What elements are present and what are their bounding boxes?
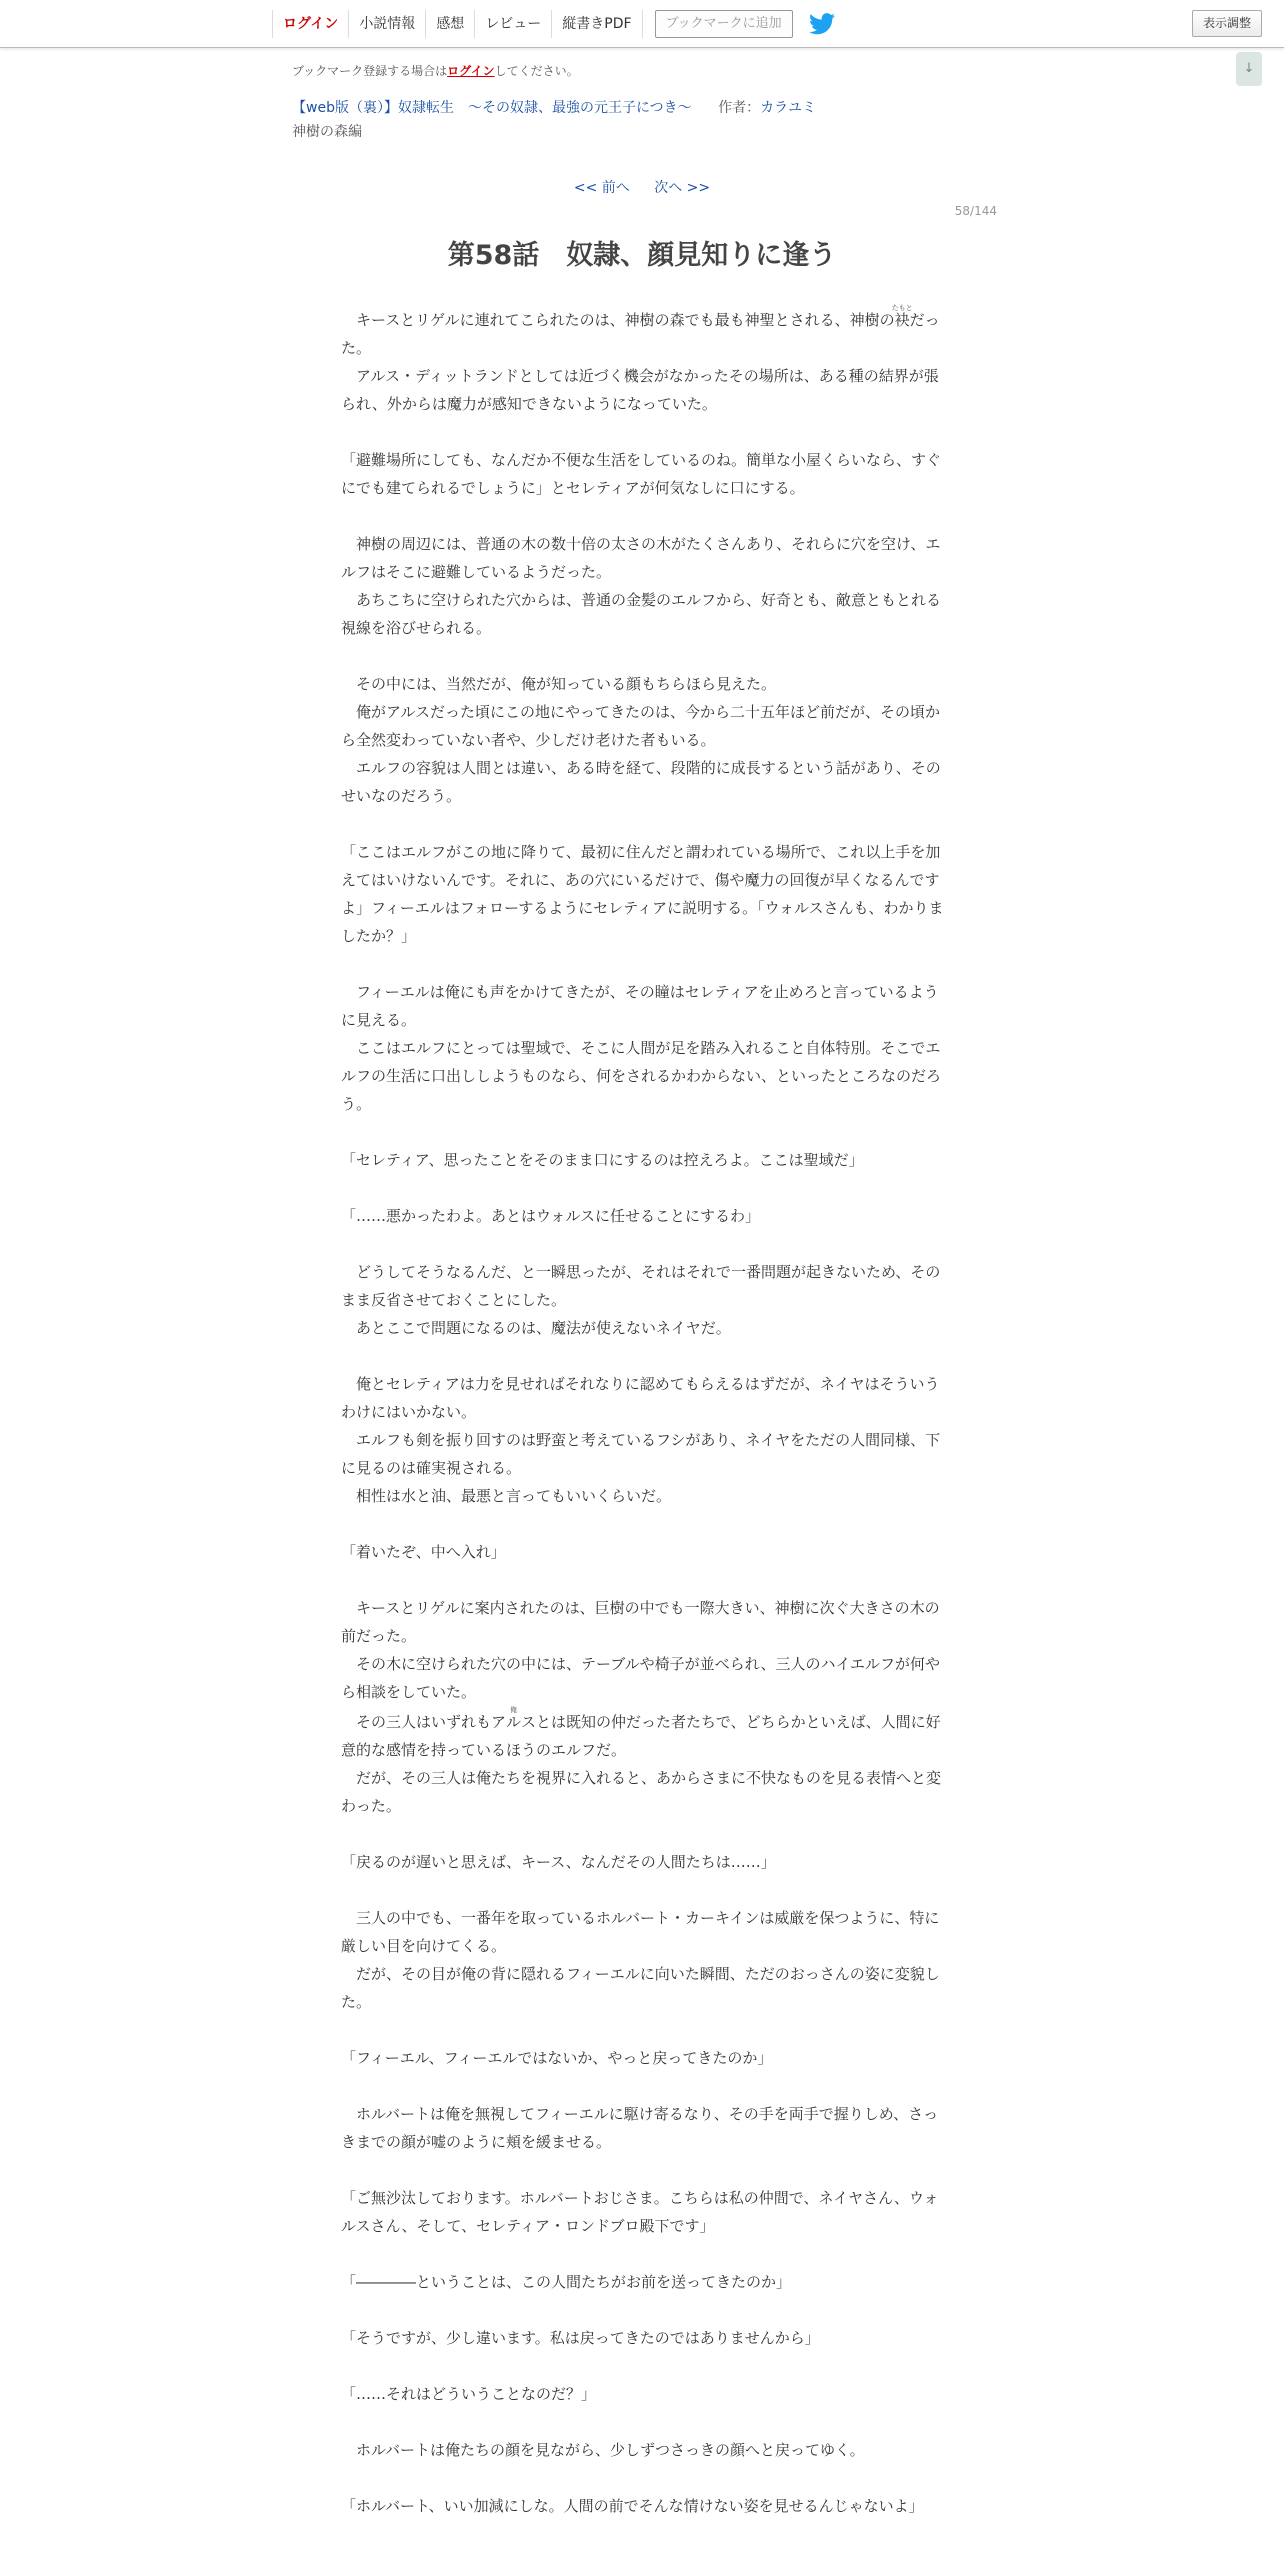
nav-novel-info[interactable]: 小説情報 <box>348 10 425 38</box>
body-line: 「ここはエルフがこの地に降りて、最初に住んだと謂われている場所で、これ以上手を加えてはいけないんです。それに、あの穴にいるだけで、傷や魔力の回復が早くなるんですよ」フィーエルはフォローするようにセレティアに説明する。「ウォルスさんも、わかりましたか？」 <box>341 843 944 945</box>
body-line <box>341 642 945 670</box>
display-settings-button[interactable]: 表示調整 <box>1192 10 1262 37</box>
body-line: 神樹の周辺には、普通の木の数十倍の太さの木がたくさんあり、それらに穴を空け、エルフはそこに避難しているようだった。 <box>341 535 941 581</box>
body-line: 「戻るのが遅いと思えば、キース、なんだその人間たちは……」 <box>341 1853 776 1871</box>
add-bookmark-button[interactable]: ブックマークに追加 <box>655 10 793 38</box>
body-line: だが、その目が俺の背に隠れるフィーエルに向いた瞬間、ただのおっさんの姿に変貌した。 <box>341 1965 940 2011</box>
header-nav <box>272 0 835 47</box>
bookmark-note-after: してください。 <box>494 64 579 78</box>
twitter-icon[interactable] <box>809 13 835 35</box>
body-line <box>341 2296 945 2324</box>
bookmark-note-before: ブックマーク登録する場合は <box>292 64 448 78</box>
scroll-down-button[interactable]: ↓ <box>1236 52 1262 86</box>
series-title-link[interactable]: 【web版（裏）】奴隷転生 ～その奴隷、最強の元王子につき～ <box>292 100 692 116</box>
body-line: 「ご無沙汰しております。ホルバートおじさま。こちらは私の仲間で、ネイヤさん、ウォルスさん、そして、セレティア・ロンドブロ殿下です」 <box>341 2189 939 2235</box>
ruby-text <box>891 304 913 329</box>
body-line <box>341 1174 945 1202</box>
ruby-text <box>506 1706 522 1731</box>
body-line: その木に空けられた穴の中には、テーブルや椅子が並べられ、三人のハイエルフが何やら相談をしていた。 <box>341 1655 940 1701</box>
body-line: エルフも剣を振り回すのは野蛮と考えているフシがあり、ネイヤをただの人間同様、下に見るのは確実視される。 <box>341 1431 941 1477</box>
author-link[interactable]: カラユミ <box>760 100 817 116</box>
body-text: キースとリゲルに連れてこられたのは、神樹の森でも最も神聖とされる、神樹の <box>341 311 895 329</box>
nav-login[interactable]: ログイン <box>272 10 348 38</box>
body-line: 「着いたぞ、中へ入れ」 <box>341 1543 506 1561</box>
body-line: あちこちに空けられた穴からは、普通の金髪のエルフから、好奇とも、敵意ともとれる視線を浴びせられる。 <box>341 591 942 637</box>
body-line <box>341 2408 945 2436</box>
body-line <box>341 1876 945 1904</box>
body-line: その中には、当然だが、俺が知っている顔もちらほら見えた。 <box>341 675 777 693</box>
next-page-link[interactable]: 次へ >> <box>654 180 711 196</box>
body-line: だが、その三人は俺たちを視界に入れると、あからさまに不快なものを見る表情へと変わった。 <box>341 1769 942 1815</box>
prev-page-link[interactable]: << 前へ <box>573 180 630 196</box>
body-line: 「避難場所にしても、なんだか不便な生活をしているのね。簡単な小屋くらいなら、すぐにでも建てられるでしょうに」とセレティアが何気なしに口にする。 <box>341 451 942 497</box>
ruby-annotation: たもと <box>891 304 913 312</box>
body-line: ホルバートは俺たちの顔を見ながら、少しずつさっきの顔へと戻ってゆく。 <box>341 2441 865 2459</box>
body-line <box>341 2156 945 2184</box>
novel-body <box>341 304 945 2520</box>
body-line <box>341 1510 945 1538</box>
body-line: 「――――ということは、この人間たちがお前を送ってきたのか」 <box>341 2273 792 2291</box>
body-line <box>341 2240 945 2268</box>
body-line <box>341 1118 945 1146</box>
page-count: 58/144 <box>954 204 997 218</box>
body-line: 俺がアルスだった頃にこの地にやってきたのは、今から二十五年ほど前だが、その頃から全然変わっていない者や、少しだけ老けた者もいる。 <box>341 703 940 749</box>
body-line <box>341 1566 945 1594</box>
body-line <box>341 810 945 838</box>
body-line <box>341 2464 945 2492</box>
nav-review[interactable]: レビュー <box>474 10 551 38</box>
body-line: キースとリゲルに案内されたのは、巨樹の中でも一際大きい、神樹に次ぐ大きさの木の前だった。 <box>341 1599 940 1645</box>
body-line: ここはエルフにとっては聖域で、そこに人間が足を踏み入れること自体特別。そこでエルフの生活に口出ししようものなら、何をされるかわからない、といったところなのだろう。 <box>341 1039 942 1113</box>
bookmark-note-login-link[interactable]: ログイン <box>447 64 495 78</box>
body-line: エルフの容貌は人間とは違い、ある時を経て、段階的に成長するという話があり、そのせいなのだろう。 <box>341 759 941 805</box>
body-line: 「セレティア、思ったことをそのまま口にするのは控えろよ。ここは聖域だ」 <box>341 1151 864 1169</box>
chapter-title: 神樹の森編 <box>292 124 362 140</box>
bookmark-login-note <box>292 62 579 79</box>
body-line: 「……悪かったわよ。あとはウォルスに任せることにするわ」 <box>341 1207 760 1225</box>
episode-title: 第58話 奴隷、顔見知りに逢う <box>447 240 837 271</box>
pager <box>0 177 1284 197</box>
body-line <box>341 1342 945 1370</box>
body-line: 「ホルバート、いい加減にしな。人間の前でそんな情けない姿を見せるんじゃないよ」 <box>341 2497 924 2515</box>
body-line <box>341 1706 945 1764</box>
nav-impressions[interactable]: 感想 <box>425 10 474 38</box>
nav-vertical-pdf[interactable]: 縦書きPDF <box>551 10 642 38</box>
body-line <box>341 2352 945 2380</box>
body-line: 「そうですが、少し違います。私は戻ってきたのではありませんから」 <box>341 2329 820 2347</box>
novel-header <box>292 97 816 117</box>
body-line <box>341 2072 945 2100</box>
body-text: その三人はいずれもア <box>341 1713 507 1731</box>
body-line <box>341 1230 945 1258</box>
global-header <box>0 0 1284 48</box>
body-line: アルス・ディットランドとしては近づく機会がなかったその場所は、ある種の結界が張られ、外からは魔力が感知できないようになっていた。 <box>341 367 939 413</box>
body-line: フィーエルは俺にも声をかけてきたが、その瞳はセレティアを止めろと言っているように見える。 <box>341 983 939 1029</box>
author-label: 作者： <box>718 100 761 116</box>
body-line <box>341 2016 945 2044</box>
body-text: スとは既知の仲だった者たちで、どちらかといえば、人間に好意的な感情を持っているほうのエルフだ。 <box>341 1713 941 1759</box>
body-line: ホルバートは俺を無視してフィーエルに駆け寄るなり、その手を両手で握りしめ、さっきまでの顔が嘘のように頬を緩ませる。 <box>341 2105 939 2151</box>
body-line <box>341 418 945 446</box>
body-line: 三人の中でも、一番年を取っているホルバート・カーキインは威厳を保つように、特に厳しい目を向けてくる。 <box>341 1909 940 1955</box>
ruby-base: 袂 <box>891 311 913 329</box>
body-line <box>341 1820 945 1848</box>
body-line <box>341 304 945 362</box>
body-text: だった。 <box>341 311 940 357</box>
body-line: 相性は水と油、最悪と言ってもいいくらいだ。 <box>341 1487 672 1505</box>
body-line <box>341 502 945 530</box>
ruby-annotation: 俺 <box>506 1706 522 1714</box>
body-line: 「フィーエル、フィーエルではないか、やっと戻ってきたのか」 <box>341 2049 773 2067</box>
ruby-base: ル <box>506 1713 522 1731</box>
body-line: 俺とセレティアは力を見せればそれなりに認めてもらえるはずだが、ネイヤはそういうわけにはいかない。 <box>341 1375 940 1421</box>
body-line: あとここで問題になるのは、魔法が使えないネイヤだ。 <box>341 1319 731 1337</box>
body-line: 「……それはどういうことなのだ？」 <box>341 2385 597 2403</box>
body-line <box>341 950 945 978</box>
body-line: どうしてそうなるんだ、と一瞬思ったが、それはそれで一番問題が起きないため、そのまま反省させておくことにした。 <box>341 1263 941 1309</box>
